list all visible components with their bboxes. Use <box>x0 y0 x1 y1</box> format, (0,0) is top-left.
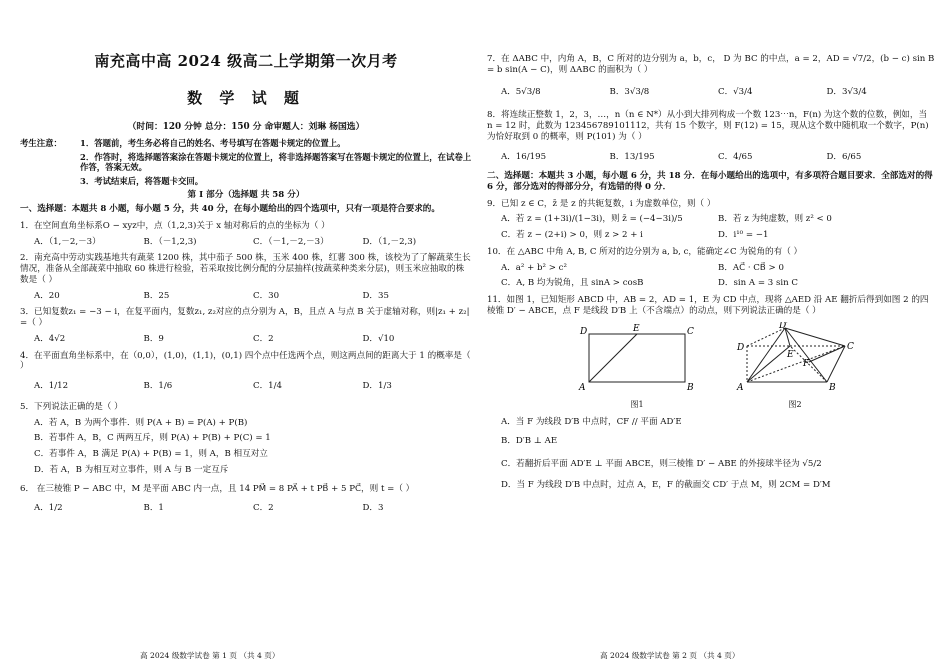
option: B．9 <box>143 333 164 344</box>
question: 7．在 ΔABC 中，内角 A，B，C 所对的边分别为 a，b，c， D 为 BC 的中点，a = 2，AD = √7/2，(b − c) sin B = b sin(A − C)，则 ΔABC 的面积为（ ） <box>487 54 935 75</box>
option: A．当 F 为线段 D′B 中点时，CF // 平面 AD′E <box>501 417 682 428</box>
footer-left: 高 2024 级数学试卷 第 1 页 （共 4 页） <box>140 651 280 660</box>
question: 4．在平面直角坐标系中，在（0,0），(1,0)，(1,1)，(0,1) 四个点中任选两个点，则这两点间的距离大于 1 的概率是（ ） <box>20 350 471 372</box>
fig1-label-e: E <box>633 324 640 335</box>
option: D．6/65 <box>826 152 862 163</box>
option: D．3 <box>362 503 384 514</box>
option: A．（1,－2,－3） <box>34 236 101 247</box>
option: A．5√3/8 <box>501 87 541 98</box>
question: 10．在 △ABC 中角 A, B, C 所对的边分别为 a, b, c，能确定∠C 为锐角的有（ ） <box>487 246 803 257</box>
figure-1 <box>577 322 697 412</box>
fig1-label-b: B <box>687 383 694 394</box>
figure-2-diagram <box>735 322 855 400</box>
section-heading: 二、选择题：本题共 3 小题，每小题 6 分，共 18 分．在每小题给出的选项中，有多项符合题目要求．全部选对的得 6 分，部分选对的得部分分，有选错的得 0 分． <box>487 171 933 192</box>
figure-1-caption: 图1 <box>630 400 644 410</box>
option: B．1/6 <box>143 381 173 392</box>
question: 3．已知复数z₁ = −3 − i，在复平面内，复数z₁, z₂对应的点分别为 A，B，且点 A 与点 B 关于虚轴对称，则|z₁ + z₂| =（ ） <box>20 307 470 329</box>
option: C．4/65 <box>718 152 753 163</box>
notice-item: 2．作答时，将选择题答案涂在答题卡规定的位置上，将非选择题答案写在答题卡规定的位置上，在试卷上作答，答案无效。 <box>80 151 472 173</box>
option: C．（－1,－2,－3） <box>253 236 329 247</box>
option: D．sin A = 3 sin C <box>718 278 798 289</box>
option: C．若翻折后平面 AD′E ⊥ 平面 ABCE，则三棱锥 D′ − ABE 的外接球半径为 √5/2 <box>501 458 822 469</box>
option-row <box>20 503 472 514</box>
fig1-label-c: C <box>687 327 694 338</box>
option: C．2 <box>253 333 274 344</box>
option: C．√3/4 <box>718 87 753 98</box>
option-row <box>487 230 935 241</box>
option: B．D′B ⊥ AE <box>501 436 558 447</box>
option: B．13/195 <box>609 152 655 163</box>
footer-right: 高 2024 级数学试卷 第 2 页 （共 4 页） <box>600 651 740 660</box>
option: D．（1,－2,3) <box>362 236 417 247</box>
exam-meta: （时间：120 分钟 总分：150 分 命审题人：刘琳 杨国选） <box>127 121 365 132</box>
option: C．1/4 <box>253 381 282 392</box>
fig2-label-c: C <box>847 342 854 353</box>
fig2-label-d-prime: D′ <box>779 322 789 332</box>
option-row <box>20 291 472 302</box>
fig2-label-e: E <box>787 350 794 361</box>
left-page <box>20 0 472 514</box>
notice-label: 考生注意： <box>20 138 62 149</box>
option: A．若 z = (1+3i)/(1−3i)，则 z̄ = (−4−3i)/5 <box>501 214 683 225</box>
option: D．35 <box>362 290 389 301</box>
option: C．若事件 A，B 满足 P(A) + P(B) = 1，则 A，B 相互对立 <box>34 448 268 459</box>
option: A．1/12 <box>34 381 69 392</box>
option: A．1/2 <box>34 503 63 514</box>
fig2-label-f: F <box>803 359 810 370</box>
fig1-label-d: D <box>580 327 588 338</box>
option: D．当 F 为线段 D′B 中点时，过点 A，E，F 的截面交 CD′ 于点 M，则 2CM = D′M <box>501 479 831 490</box>
option: C．2 <box>253 503 274 514</box>
question: 1．在空间直角坐标系O − xyz中，点（1,2,3)关于 x 轴对称后的点的坐标为（ ） <box>20 220 330 231</box>
option: D．√10 <box>362 333 395 344</box>
option-row <box>20 237 472 248</box>
option-row <box>20 381 472 392</box>
figure-2 <box>735 322 855 412</box>
option: B．（－1,2,3) <box>143 236 197 247</box>
option: D．3√3/4 <box>826 87 867 98</box>
option: B．若 z 为纯虚数，则 z² < 0 <box>718 214 832 225</box>
option: B．若事件 A，B，C 两两互斥，则 P(A) + P(B) + P(C) = 1 <box>34 433 271 444</box>
figures <box>487 322 935 412</box>
option: D．1/3 <box>362 381 392 392</box>
question: 5．下列说法正确的是（ ） <box>20 401 123 412</box>
option: C．30 <box>253 290 280 301</box>
option: A．20 <box>34 290 60 301</box>
option: B．25 <box>143 290 170 301</box>
option: A．16/195 <box>501 152 547 163</box>
option-row <box>487 152 935 163</box>
figure-2-caption: 图2 <box>788 400 802 410</box>
option: C．A, B 均为锐角，且 sinA > cosB <box>501 278 644 289</box>
section-heading: 一、选择题：本题共 8 小题，每小题 5 分，共 40 分，在每小题给出的四个选项中，只有一项是符合要求的。 <box>20 204 440 215</box>
option-row <box>20 334 472 345</box>
fig2-label-a: A <box>737 383 744 394</box>
exam-title: 南充高中高 2024 级高二上学期第一次月考 <box>94 52 398 70</box>
option: A．a² + b² > c² <box>501 262 567 273</box>
option: D．若 A，B 为相互对立事件，则 A 与 B 一定互斥 <box>34 464 229 475</box>
question: 9．已知 z ∈ C，z̄ 是 z 的共轭复数，i 为虚数单位，则（ ） <box>487 198 716 209</box>
option-row <box>487 278 935 289</box>
option: A．4√2 <box>34 333 66 344</box>
notice-block <box>20 138 472 186</box>
option: A．若 A，B 为两个事件．则 P(A + B) = P(A) + P(B) <box>34 417 248 428</box>
question: 6． 在三棱锥 P − ABC 中，M 是平面 ABC 内一点，且 14 PM⃗ = 8 PA⃗ + t PB⃗ + 5 PC⃗，则 t =（ ） <box>20 484 415 495</box>
question: 11．如图 1，已知矩形 ABCD 中，AB = 2，AD = 1，E 为 CD 中点，现将 △AED 沿 AE 翻折后得到如图 2 的四棱锥 D′ − ABCE，点 F 是线段 D′B 上（不含端点）的动点，则下列说法正确的是（ ） <box>487 295 929 316</box>
option-row <box>487 87 935 98</box>
exam-subject: 数 学 试 题 <box>187 88 305 107</box>
notice-item: 3．考试结束后，将答题卡交回。 <box>80 175 204 186</box>
option: B．1 <box>143 503 164 514</box>
figure-1-diagram <box>577 322 697 400</box>
part-heading: 第 I 部分（选择题 共 58 分） <box>187 190 305 201</box>
option: D．i¹⁰ = −1 <box>718 230 769 241</box>
right-page <box>487 0 935 490</box>
option-row <box>487 263 935 274</box>
question: 8．将连续正整数 1，2，3，…，n（n ∈ N*）从小到大排列构成一个数 123⋯n，F(n) 为这个数的位数，例如，当 n = 12 时，此数为 123456789101112，共有 15 个数字，则 F(12) = 15，现从这个数中随机取一个数字，P(n) 为恰好取到 0 的概率，则 P(101) 为（ ） <box>487 110 929 142</box>
fig2-label-b: B <box>829 383 836 394</box>
option: B．3√3/8 <box>609 87 650 98</box>
notice-item: 1．答题前，考生务必将自己的姓名、考号填写在答题卡规定的位置上。 <box>80 138 346 149</box>
option: C．若 z − (2+i) > 0，则 z > 2 + i <box>501 230 643 241</box>
question: 2．南充高中劳动实践基地共有蔬菜 1200 株，其中茄子 500 株，玉米 400 株，红薯 300 株，该校为了了解蔬菜生长情况，准备从全部蔬菜中抽取 60 株进行检验，若采取按比例分配的分层抽样(按蔬菜种类来分层)，则玉米应抽取的株数是（ ） <box>20 253 471 285</box>
option-row <box>487 214 935 225</box>
fig2-label-d: D <box>737 343 745 354</box>
option: B．AC⃗ · CB⃗ > 0 <box>718 262 784 273</box>
fig1-label-a: A <box>579 383 586 394</box>
